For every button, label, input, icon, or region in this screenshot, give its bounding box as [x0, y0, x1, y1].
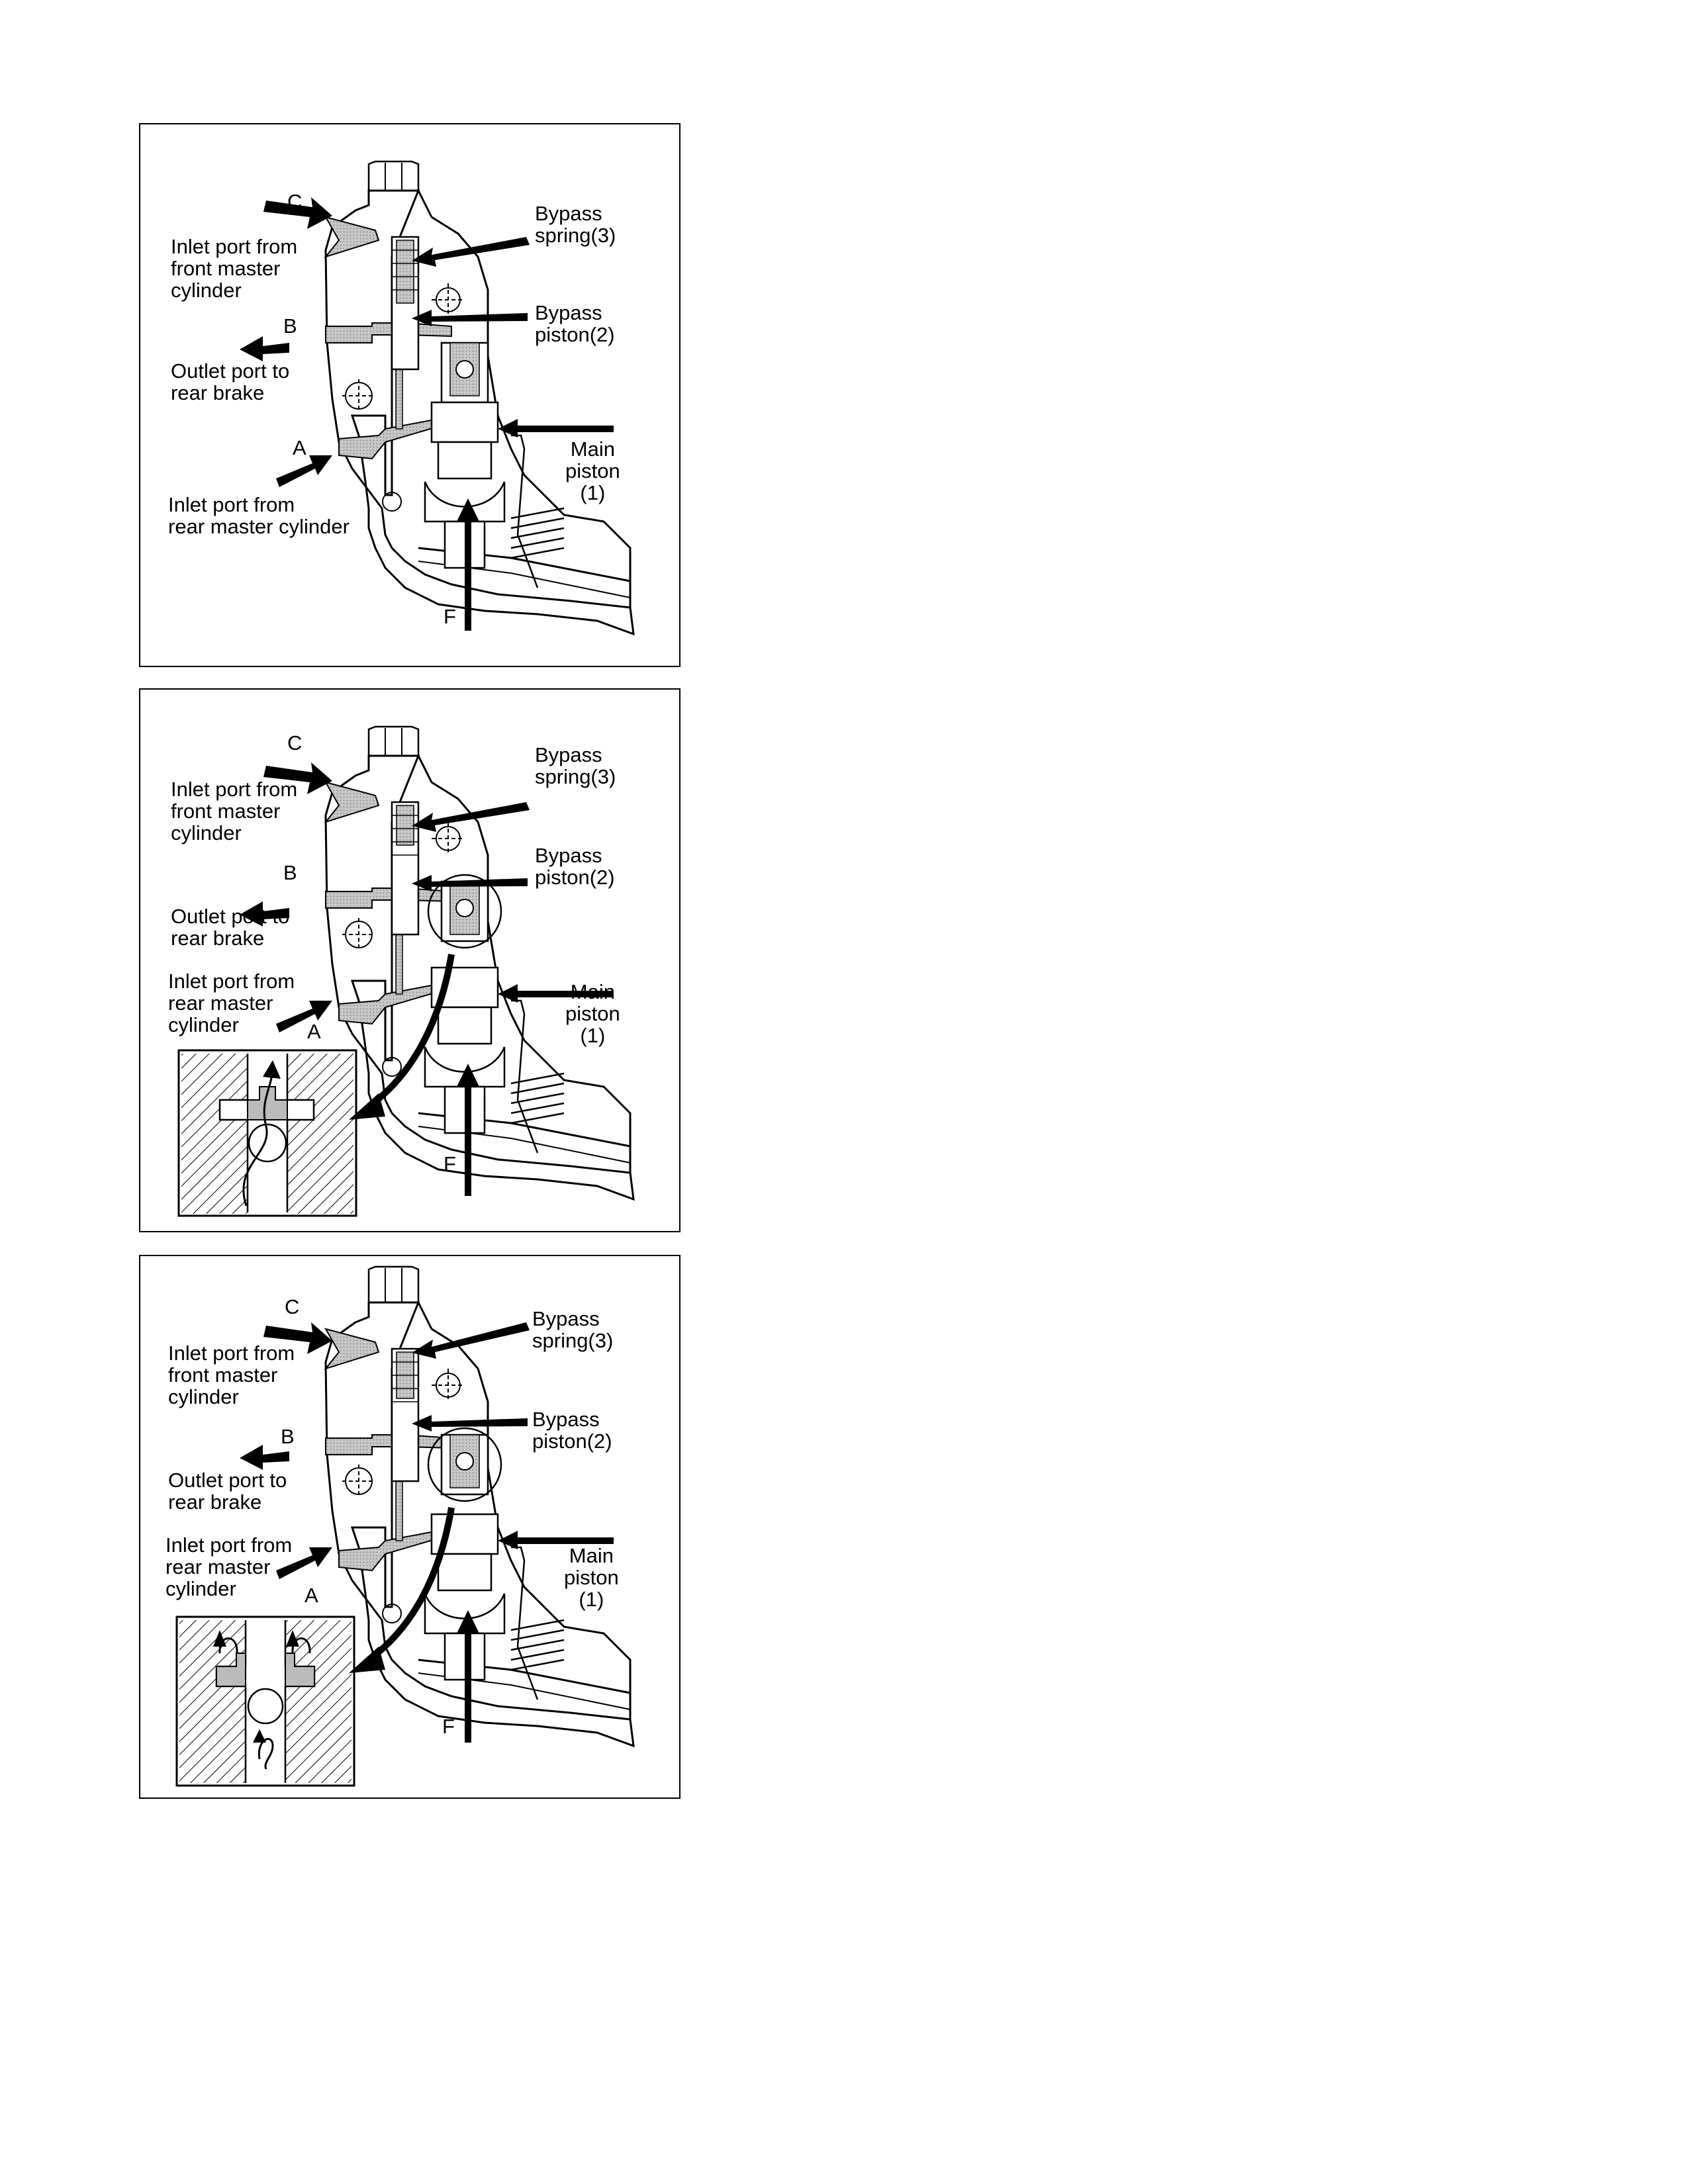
label-inlet-front: Inlet port from front master cylinder [171, 778, 298, 844]
letter-a: A [293, 436, 306, 459]
label-inlet-front: Inlet port from front master cylinder [168, 1342, 295, 1408]
label-bypass-spring: Bypass spring(3) [535, 202, 616, 247]
letter-b: B [281, 1425, 295, 1448]
letter-c: C [287, 190, 303, 213]
letter-c: C [287, 731, 303, 754]
label-inlet-rear: Inlet port from rear master cylinder [168, 493, 350, 538]
label-inlet-rear: Inlet port from rear master cylinder [165, 1533, 293, 1600]
label-main-piston: Main piston (1) [564, 1544, 619, 1611]
label-outlet-rear: Outlet port to rear brake [171, 905, 290, 950]
label-bypass-spring: Bypass spring(3) [532, 1307, 614, 1352]
figure-3-panel [139, 1255, 680, 1799]
label-bypass-piston: Bypass piston(2) [535, 301, 615, 346]
letter-f: F [444, 605, 456, 628]
letter-b: B [283, 314, 297, 338]
letter-a: A [307, 1020, 321, 1043]
label-inlet-rear: Inlet port from rear master cylinder [168, 970, 295, 1036]
letter-c: C [285, 1295, 300, 1318]
label-main-piston: Main piston (1) [565, 437, 620, 504]
letter-f: F [444, 1152, 456, 1175]
label-inlet-front: Inlet port from front master cylinder [171, 235, 298, 302]
figure-2-panel [139, 688, 680, 1232]
detail-inset [179, 1050, 356, 1216]
label-outlet-rear: Outlet port to rear brake [168, 1469, 287, 1514]
label-bypass-piston: Bypass piston(2) [535, 844, 615, 889]
detail-inset [177, 1617, 354, 1786]
label-main-piston: Main piston (1) [565, 980, 620, 1047]
figure-1-panel [139, 123, 680, 667]
label-outlet-rear: Outlet port to rear brake [171, 359, 290, 404]
label-bypass-spring: Bypass spring(3) [535, 743, 616, 788]
letter-f: F [442, 1715, 455, 1738]
letter-b: B [283, 861, 297, 884]
label-bypass-piston: Bypass piston(2) [532, 1408, 612, 1453]
letter-a: A [305, 1584, 318, 1607]
